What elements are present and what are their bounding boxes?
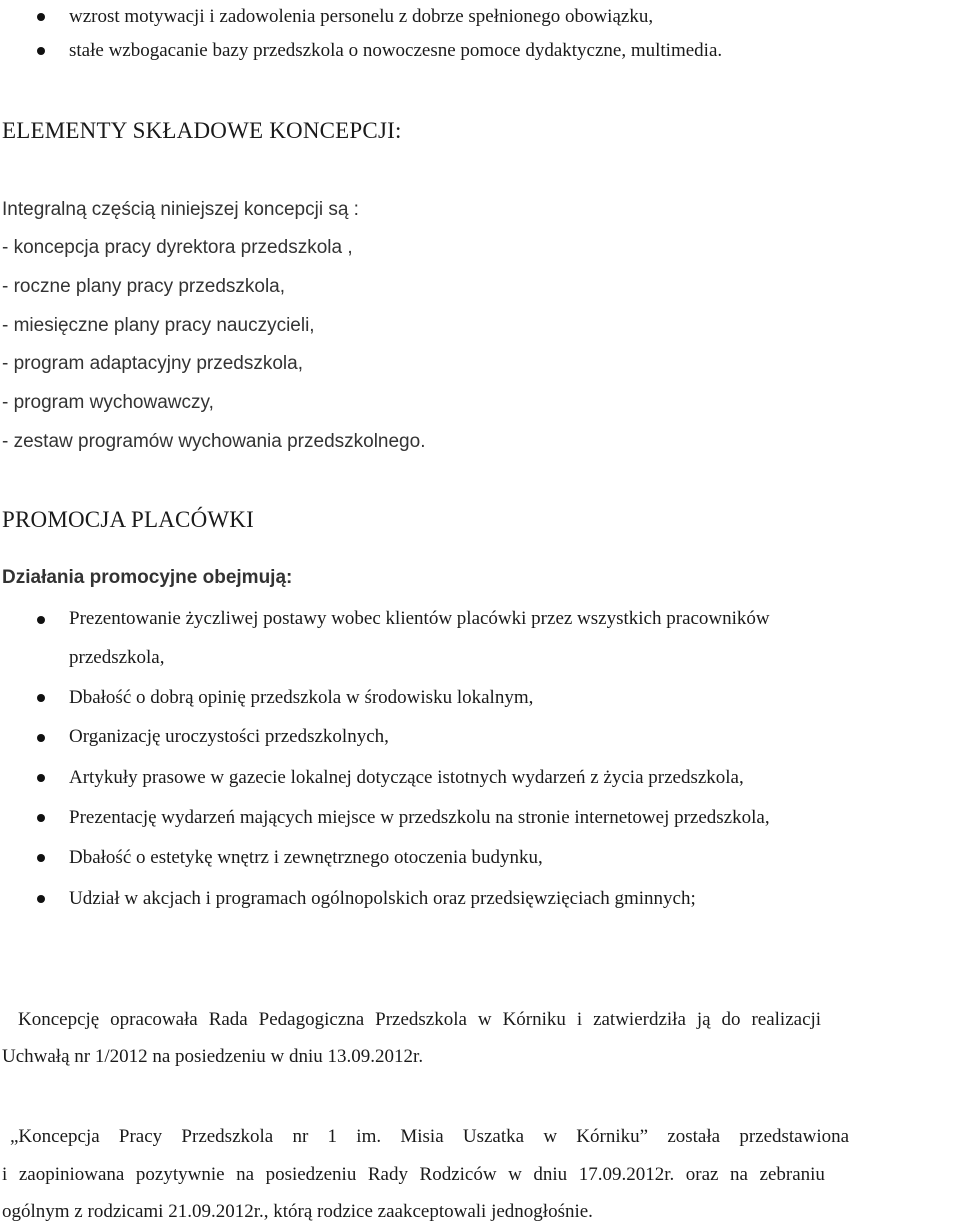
bullet-dot	[37, 694, 45, 702]
elements-item: - program adaptacyjny przedszkola,	[2, 353, 303, 374]
closing-para1-line1: Koncepcję opracowała Rada Pedagogiczna Przedszkola w Kórniku i zatwierdziła ją do realizacji	[18, 1009, 822, 1030]
promotion-bullet: Artykuły prasowe w gazecie lokalnej dotyczące istotnych wydarzeń z życia przedszkola,	[69, 767, 744, 788]
promotion-bullet: Dbałość o dobrą opinię przedszkola w środowisku lokalnym,	[69, 687, 534, 708]
promotion-bullet-continuation: przedszkola,	[69, 647, 165, 668]
promotion-bullet: Prezentowanie życzliwej postawy wobec klientów placówki przez wszystkich pracowników	[69, 608, 770, 629]
bullet-dot	[37, 47, 45, 55]
elements-intro: Integralną częścią niniejszej koncepcji są :	[2, 199, 359, 220]
elements-heading: ELEMENTY SKŁADOWE KONCEPCJI:	[2, 118, 402, 143]
bullet-dot	[37, 854, 45, 862]
elements-item: - zestaw programów wychowania przedszkolnego.	[2, 431, 426, 452]
closing-para2-line3: ogólnym z rodzicami 21.09.2012r., którą rodzice zaakceptowali jednogłośnie.	[2, 1201, 593, 1222]
closing-para1-line2: Uchwałą nr 1/2012 na posiedzeniu w dniu 13.09.2012r.	[2, 1046, 424, 1067]
top-bullet-1: wzrost motywacji i zadowolenia personelu z dobrze spełnionego obowiązku,	[69, 6, 654, 27]
elements-item: - miesięczne plany pracy nauczycieli,	[2, 315, 315, 336]
elements-item: - program wychowawczy,	[2, 392, 214, 413]
promotion-bullet: Udział w akcjach i programach ogólnopolskich oraz przedsięwzięciach gminnych;	[69, 888, 696, 909]
closing-para2-line2: i zaopiniowana pozytywnie na posiedzeniu Rady Rodziców w dniu 17.09.2012r. oraz na zebraniu	[2, 1164, 825, 1185]
bullet-dot	[37, 774, 45, 782]
promotion-subheading: Działania promocyjne obejmują:	[2, 567, 293, 588]
top-bullet-2: stałe wzbogacanie bazy przedszkola o nowoczesne pomoce dydaktyczne, multimedia.	[69, 40, 723, 61]
closing-para2-line1: „Koncepcja Pracy Przedszkola nr 1 im. Misia Uszatka w Kórniku” została przedstawiona	[10, 1126, 850, 1147]
bullet-dot	[37, 895, 45, 903]
promotion-bullet: Prezentację wydarzeń mających miejsce w przedszkolu na stronie internetowej przedszkola,	[69, 807, 770, 828]
promotion-bullet: Dbałość o estetykę wnętrz i zewnętrznego otoczenia budynku,	[69, 847, 543, 868]
promotion-heading: PROMOCJA PLACÓWKI	[2, 507, 254, 532]
bullet-dot	[37, 13, 45, 21]
bullet-dot	[37, 814, 45, 822]
bullet-dot	[37, 616, 45, 624]
elements-item: - koncepcja pracy dyrektora przedszkola ,	[2, 237, 353, 258]
promotion-bullet: Organizację uroczystości przedszkolnych,	[69, 726, 389, 747]
bullet-dot	[37, 734, 45, 742]
elements-item: - roczne plany pracy przedszkola,	[2, 276, 286, 297]
